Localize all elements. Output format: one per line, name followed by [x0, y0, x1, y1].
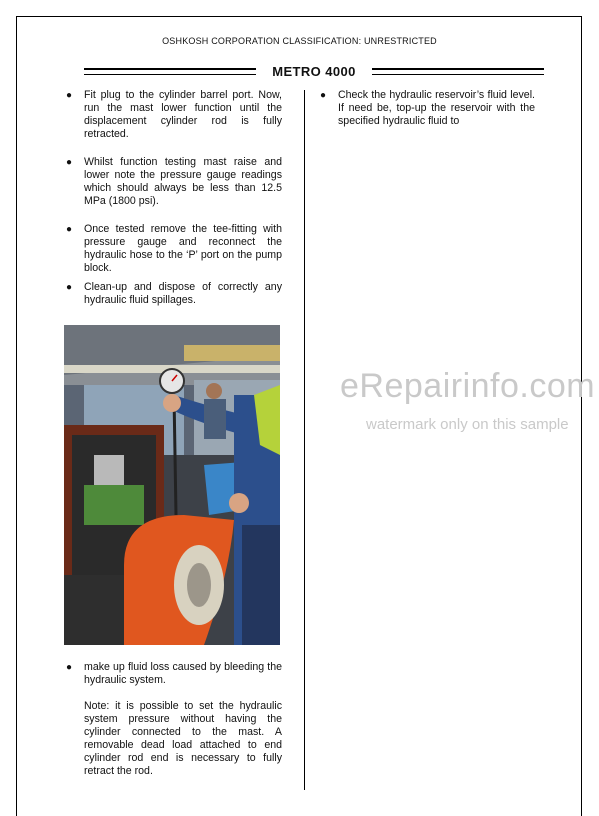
right-column	[320, 89, 535, 128]
title-bar	[84, 64, 544, 80]
column-divider	[304, 90, 305, 790]
list-item: ● Clean-up and dispose of correctly any hydraulic fluid spillages.	[66, 281, 282, 306]
after-photo-section	[66, 661, 282, 778]
page-title: METRO 4000	[272, 64, 356, 79]
bullet-icon: ●	[66, 157, 73, 168]
hydraulic-pressure-test-photo	[64, 325, 280, 645]
left-column	[66, 89, 282, 307]
bullet-icon: ●	[66, 282, 73, 293]
list-item: ● Once tested remove the tee-fitting with pressure gauge and reconnect the hydraulic hose to the ‘P’ port on the pump block.	[66, 223, 282, 274]
title-rule-right	[372, 68, 544, 75]
list-item: ● make up fluid loss caused by bleeding the hydraulic system.	[66, 661, 282, 686]
classification-header: OSHKOSH CORPORATION CLASSIFICATION: UNRESTRICTED	[162, 36, 437, 46]
list-item: ● Fit plug to the cylinder barrel port. Now, run the mast lower function until the displacement cylinder rod is fully retracted.	[66, 89, 282, 140]
title-rule-left	[84, 68, 256, 75]
bullet-icon: ●	[66, 662, 73, 673]
note-paragraph: Note: it is possible to set the hydraulic system pressure without having the cylinder connected to the mast. A removable dead load attached to end cylinder rod end is necessary to fully retract the rod.	[84, 700, 282, 777]
bullet-icon: ●	[66, 224, 73, 235]
watermark-site: eRepairinfo.com	[340, 367, 596, 405]
bullet-icon: ●	[320, 90, 327, 101]
list-item: ● Whilst function testing mast raise and lower note the pressure gauge readings which should always be less than 12.5 MPa (1800 psi).	[66, 156, 282, 207]
list-item: ● Check the hydraulic reservoir’s fluid level. If need be, top-up the reservoir with the specified hydraulic fluid to	[320, 89, 535, 127]
watermark-caption: watermark only on this sample	[366, 416, 569, 433]
bullet-icon: ●	[66, 90, 73, 101]
